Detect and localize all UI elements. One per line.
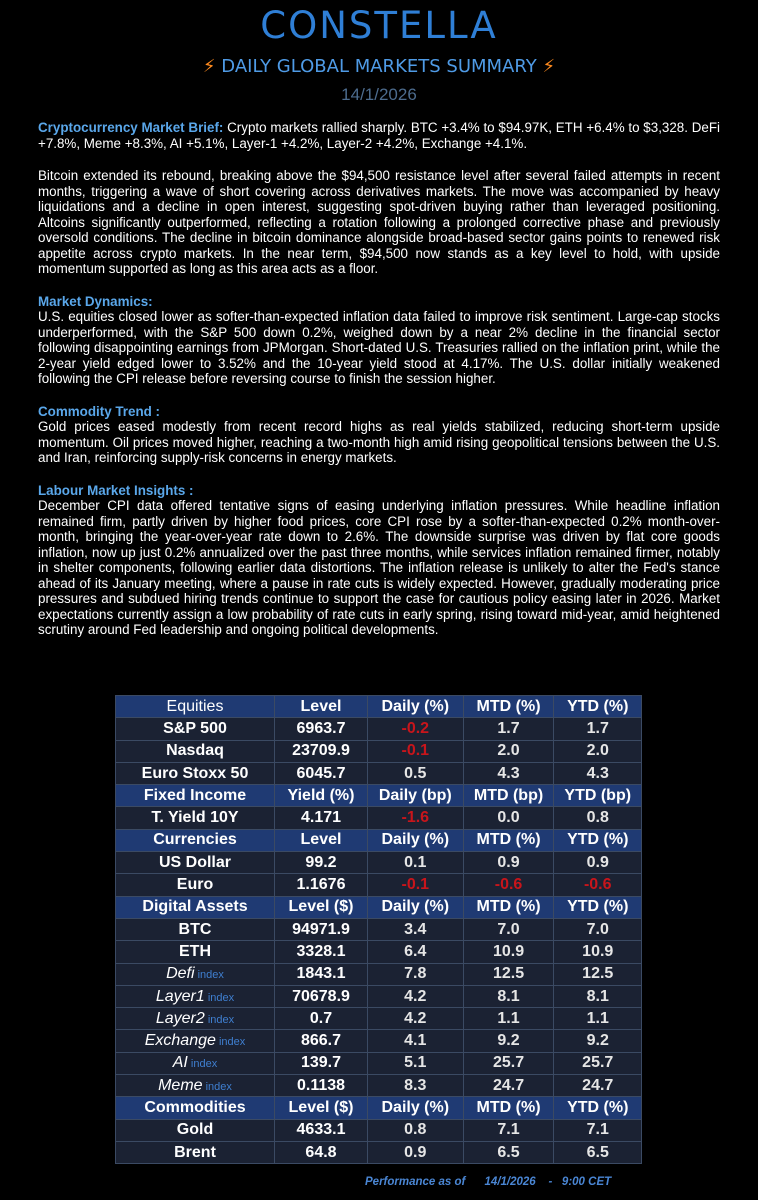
table-row <box>116 718 642 740</box>
index-tag: index <box>215 1036 246 1049</box>
table-cell: 25.7 <box>463 1052 554 1074</box>
table-row <box>116 1119 642 1141</box>
table-header-row <box>116 785 642 807</box>
commodity-trend <box>38 404 720 466</box>
table-cell: 139.7 <box>275 1052 368 1074</box>
table-cell: 1.1 <box>463 1008 554 1030</box>
table-cell: 12.5 <box>463 963 554 985</box>
table-cell: 9.2 <box>554 1030 642 1052</box>
table-cell: 0.9 <box>554 852 642 874</box>
table-header-cell: Level ($) <box>275 896 368 918</box>
asset-name: Gold <box>116 1119 275 1141</box>
table-cell: 0.9 <box>368 1141 464 1163</box>
table-cell: 7.1 <box>463 1119 554 1141</box>
table-cell: 8.3 <box>368 1075 464 1097</box>
table-cell: 0.7 <box>275 1008 368 1030</box>
table-cell: -0.6 <box>554 874 642 896</box>
table-cell: 0.9 <box>463 852 554 874</box>
table-header-cell: YTD (bp) <box>554 785 642 807</box>
market-text: U.S. equities closed lower as softer-than-expected inflation data failed to improve risk sentiment. Large-cap stocks underperformed, with the S&P 500 down 0.2%, weighed down by a near 2% decline in the financial sector following disappointing earnings from JPMorgan. Short-dated U.S. Treasuries rallied on the inflation print, while the 2-year yield edged lower to 3.52% and the 10-year yield stood at 4.17%. The U.S. dollar initially weakened following the CPI release before reversing course to finish the session higher. <box>38 309 720 386</box>
table-cell: 4.2 <box>368 985 464 1007</box>
asset-name: Brent <box>116 1141 275 1163</box>
table-cell: 6045.7 <box>275 762 368 784</box>
table-row <box>116 963 642 985</box>
performance-label: Performance as of <box>365 1176 466 1188</box>
table-cell: 0.1138 <box>275 1075 368 1097</box>
table-header-cell: MTD (%) <box>463 1097 554 1119</box>
table-cell: 64.8 <box>275 1141 368 1163</box>
table-row <box>116 1052 642 1074</box>
table-cell: 99.2 <box>275 852 368 874</box>
lightning-icon: ⚡ <box>202 56 216 77</box>
table-header-row <box>116 829 642 851</box>
index-tag: index <box>204 1013 235 1026</box>
table-header-cell: MTD (%) <box>463 829 554 851</box>
table-cell: 9.2 <box>463 1030 554 1052</box>
performance-date: 14/1/2026 <box>484 1176 536 1188</box>
table-cell: 1.1676 <box>275 874 368 896</box>
table-header-cell: Daily (%) <box>368 829 464 851</box>
table-header-row <box>116 1097 642 1119</box>
table-cell: 7.8 <box>368 963 464 985</box>
table-cell: 4633.1 <box>275 1119 368 1141</box>
table-cell: 6.5 <box>463 1141 554 1163</box>
table-cell: 8.1 <box>463 985 554 1007</box>
table-row <box>116 1008 642 1030</box>
table-header-cell: Currencies <box>116 829 275 851</box>
table-cell: -0.1 <box>368 874 464 896</box>
report-title <box>0 56 758 77</box>
asset-name: Euro <box>116 874 275 896</box>
table-cell: 0.8 <box>368 1119 464 1141</box>
table-cell: -0.6 <box>463 874 554 896</box>
table-header-cell: Commodities <box>116 1097 275 1119</box>
table-cell: 1.7 <box>463 718 554 740</box>
table-cell: 3328.1 <box>275 941 368 963</box>
table-cell: 5.1 <box>368 1052 464 1074</box>
table-row <box>116 762 642 784</box>
crypto-brief <box>38 120 720 151</box>
table-header-cell: Daily (%) <box>368 696 464 718</box>
table-row <box>116 918 642 940</box>
table-cell: 0.5 <box>368 762 464 784</box>
table-row <box>116 1141 642 1163</box>
markets-table <box>115 695 642 1164</box>
table-header-cell: Level <box>275 829 368 851</box>
table-cell: 94971.9 <box>275 918 368 940</box>
table-cell: 6.4 <box>368 941 464 963</box>
table-cell: 0.1 <box>368 852 464 874</box>
table-row <box>116 874 642 896</box>
table-header-row <box>116 696 642 718</box>
table-cell: 23709.9 <box>275 740 368 762</box>
labour-heading: Labour Market Insights : <box>38 482 194 498</box>
asset-name: ETH <box>116 941 275 963</box>
table-cell: 7.0 <box>554 918 642 940</box>
labour-insights <box>38 483 720 638</box>
report-date: 14/1/2026 <box>341 85 417 104</box>
asset-name: BTC <box>116 918 275 940</box>
table-header-cell: YTD (%) <box>554 1097 642 1119</box>
table-cell: 0.8 <box>554 807 642 829</box>
table-row <box>116 852 642 874</box>
table-cell: 3.4 <box>368 918 464 940</box>
table-cell: 10.9 <box>463 941 554 963</box>
index-tag: index <box>202 1080 232 1093</box>
table-header-cell: MTD (bp) <box>463 785 554 807</box>
lightning-icon: ⚡ <box>542 56 556 77</box>
table-header-cell: YTD (%) <box>554 696 642 718</box>
table-cell: 7.1 <box>554 1119 642 1141</box>
report-title-text: DAILY GLOBAL MARKETS SUMMARY <box>221 56 537 77</box>
table-header-cell: MTD (%) <box>463 696 554 718</box>
asset-name: US Dollar <box>116 852 275 874</box>
table-cell: 12.5 <box>554 963 642 985</box>
table-header-cell: Level <box>275 696 368 718</box>
table-cell: 70678.9 <box>275 985 368 1007</box>
table-header-cell: Daily (%) <box>368 1097 464 1119</box>
table-cell: 4.3 <box>554 762 642 784</box>
table-header-cell: Level ($) <box>275 1097 368 1119</box>
table-cell: 10.9 <box>554 941 642 963</box>
table-cell: 7.0 <box>463 918 554 940</box>
table-cell: 0.0 <box>463 807 554 829</box>
table-cell: 4.2 <box>368 1008 464 1030</box>
table-row <box>116 985 642 1007</box>
market-heading: Market Dynamics: <box>38 293 153 309</box>
table-cell: 24.7 <box>463 1075 554 1097</box>
table-cell: 25.7 <box>554 1052 642 1074</box>
table-row <box>116 1030 642 1052</box>
asset-name: Nasdaq <box>116 740 275 762</box>
table-cell: 24.7 <box>554 1075 642 1097</box>
asset-name: T. Yield 10Y <box>116 807 275 829</box>
table-header-cell: YTD (%) <box>554 896 642 918</box>
table-cell: 1.1 <box>554 1008 642 1030</box>
asset-name: Layer2 index <box>116 1008 275 1030</box>
table-header-cell: Fixed Income <box>116 785 275 807</box>
asset-name: Layer1 index <box>116 985 275 1007</box>
asset-name: Meme index <box>116 1075 275 1097</box>
table-header-cell: Daily (%) <box>368 896 464 918</box>
table-cell: -0.1 <box>368 740 464 762</box>
index-tag: index <box>204 991 235 1004</box>
commodity-heading: Commodity Trend : <box>38 403 161 419</box>
commodity-text: Gold prices eased modestly from recent record highs as real yields stabilized, reducing short-term upside momentum. Oil prices moved higher, reaching a two-month high amid rising geopolitical tensions between the U.S. and Iran, reinforcing supply-risk concerns in energy markets. <box>38 419 720 465</box>
performance-separator: - <box>548 1176 553 1188</box>
table-header-cell: Digital Assets <box>116 896 275 918</box>
table-cell: 2.0 <box>554 740 642 762</box>
market-dynamics <box>38 294 720 387</box>
table-header-cell: YTD (%) <box>554 829 642 851</box>
table-cell: 6963.7 <box>275 718 368 740</box>
table-cell: 4.171 <box>275 807 368 829</box>
table-cell: 6.5 <box>554 1141 642 1163</box>
table-row <box>116 740 642 762</box>
index-tag: index <box>187 1058 218 1071</box>
report-body <box>38 120 720 655</box>
performance-footer <box>365 1176 611 1188</box>
table-cell: 1843.1 <box>275 963 368 985</box>
table-header-cell: Daily (bp) <box>368 785 464 807</box>
table-header-cell: MTD (%) <box>463 896 554 918</box>
table-cell: -1.6 <box>368 807 464 829</box>
labour-text: December CPI data offered tentative signs of easing underlying inflation pressures. While headline inflation remained firm, partly driven by higher food prices, core CPI rose by a softer-than-expected 0.2% month-over-month, bringing the year-over-year rate down to 2.6%. The downside surprise was driven by flat core goods inflation, now up just 0.2% annualized over the past three months, while services inflation remained firmer, notably in shelter components, following earlier data distortions. The inflation release is unlikely to alter the Fed's stance ahead of its January meeting, where a pause in rate cuts is widely expected. However, gradually moderating price pressures and subdued hiring trends continue to support the case for cautious policy easing later in 2026. Market expectations currently assign a low probability of rate cuts in early spring, rising toward mid-year, amid heightened scrutiny around Fed leadership and ongoing political developments. <box>38 498 720 637</box>
index-tag: index <box>194 969 224 982</box>
table-cell: 866.7 <box>275 1030 368 1052</box>
asset-name: Exchange index <box>116 1030 275 1052</box>
asset-name: Defi index <box>116 963 275 985</box>
asset-name: AI index <box>116 1052 275 1074</box>
table-cell: -0.2 <box>368 718 464 740</box>
table-row <box>116 807 642 829</box>
table-header-cell: Equities <box>116 696 275 718</box>
table-cell: 2.0 <box>463 740 554 762</box>
table-cell: 1.7 <box>554 718 642 740</box>
crypto-detail: Bitcoin extended its rebound, breaking above the $94,500 resistance level after several failed attempts in recent months, triggering a wave of short covering across derivatives markets. The move was accompanied by heavy liquidations and a decline in open interest, suggesting spot-driven buying rather than leveraged positioning. Altcoins significantly outperformed, reflecting a rotation following a prolonged corrective phase and previously oversold conditions. The decline in bitcoin dominance alongside broad-based sector gains points to renewed risk appetite across crypto markets. In the near term, $94,500 now stands as a key level to hold, with upside momentum supported as long as this area acts as a floor. <box>38 168 720 276</box>
asset-name: Euro Stoxx 50 <box>116 762 275 784</box>
table-row <box>116 941 642 963</box>
crypto-heading: Cryptocurrency Market Brief: <box>38 120 224 135</box>
table-row <box>116 1075 642 1097</box>
table-header-cell: Yield (%) <box>275 785 368 807</box>
asset-name: S&P 500 <box>116 718 275 740</box>
table-cell: 4.3 <box>463 762 554 784</box>
table-cell: 8.1 <box>554 985 642 1007</box>
crypto-summary: Crypto markets rallied sharply. BTC +3.4% to $94.97K, ETH +6.4% to $3,328. DeFi +7.8%, Meme +8.3%, AI +5.1%, Layer-1 +4.2%, Layer-2 +4.2%, Exchange +4.1%. <box>38 120 721 151</box>
constella-logo: CONSTELLA <box>260 4 498 47</box>
table-cell: 4.1 <box>368 1030 464 1052</box>
performance-time: 9:00 CET <box>561 1176 612 1188</box>
table-header-row <box>116 896 642 918</box>
